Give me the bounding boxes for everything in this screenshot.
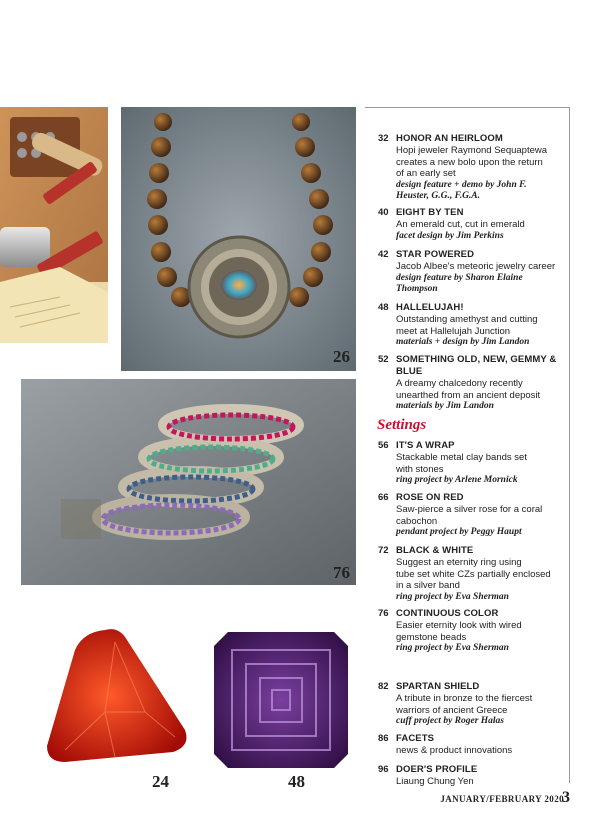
toc-desc: A tribute in bronze to the fiercest	[396, 693, 533, 704]
toc-desc: Stackable metal clay bands set	[396, 452, 527, 463]
toc-page-number: 76	[378, 608, 389, 619]
toc-top-rule	[365, 107, 570, 108]
toc-entry[interactable]	[378, 207, 568, 242]
toc-desc: tube set white CZs partially enclosed	[396, 568, 551, 580]
folio-page-number: 3	[562, 789, 570, 806]
toc-desc: meet at Hallelujah Junction	[396, 325, 511, 337]
toc-credit: Thompson	[396, 284, 438, 294]
toc-right-rule	[569, 107, 570, 783]
toc-credit: design feature + demo by John F.	[396, 179, 527, 190]
toc-title: STAR POWERED	[396, 249, 475, 260]
toc-entry[interactable]	[378, 681, 568, 728]
toc-desc: creates a new bolo upon the return	[396, 156, 543, 168]
toc-entry[interactable]	[378, 133, 568, 203]
toc-credit: pendant project by Peggy Haupt	[396, 527, 522, 537]
toc-title: HALLELUJAH!	[396, 302, 464, 313]
toc-desc: news & product innovations	[396, 745, 513, 756]
toc-entry[interactable]	[378, 545, 568, 603]
toc-page-number: 52	[378, 354, 389, 365]
section-heading-settings: Settings	[377, 417, 427, 433]
issue-date: JANUARY/FEBRUARY 2020	[440, 794, 564, 804]
toc-title: SPARTAN SHIELD	[396, 681, 480, 692]
toc-credit: ring project by Eva Sherman	[396, 591, 509, 602]
toc-desc: gemstone beads	[396, 631, 467, 643]
toc-page-number: 86	[378, 733, 389, 744]
toc-entry[interactable]	[378, 608, 568, 655]
toc-credit: materials + design by Jim Landon	[396, 337, 530, 347]
toc-page-number: 72	[378, 545, 389, 556]
toc-entry[interactable]	[378, 302, 568, 349]
toc-credit: design feature by Sharon Elaine	[396, 272, 523, 283]
toc-desc: Liaung Chung Yen	[396, 776, 474, 787]
toc-title: BLACK & WHITE	[396, 545, 474, 556]
toc-entry[interactable]	[378, 733, 568, 757]
amethyst-page-number: 48	[288, 772, 305, 791]
toc-title: HONOR AN HEIRLOOM	[396, 133, 503, 144]
toc-desc: Outstanding amethyst and cutting	[396, 314, 538, 325]
toc-page-number: 56	[378, 440, 389, 451]
necklace-page-number: 26	[333, 347, 350, 366]
toc-desc: A dreamy chalcedony recently	[396, 378, 523, 389]
toc-title: FACETS	[396, 733, 435, 744]
toc-title: EIGHT BY TEN	[396, 207, 464, 218]
toc-credit: cuff project by Roger Halas	[396, 716, 505, 726]
toc-desc: unearthed from an ancient deposit	[396, 389, 541, 401]
toc-page-number: 42	[378, 249, 389, 260]
toc-page-number: 66	[378, 492, 389, 503]
toc-credit: facet design by Jim Perkins	[396, 230, 504, 241]
toc-entry[interactable]	[378, 764, 568, 788]
red-gem-page-number: 24	[152, 772, 169, 791]
toc-desc: Jacob Albee's meteoric jewelry career	[396, 261, 556, 272]
toc-credit: ring project by Arlene Mornick	[396, 475, 518, 485]
toc-desc: warriors of ancient Greece	[396, 704, 508, 716]
toc-page-number: 40	[378, 207, 389, 218]
necklace-photo	[121, 107, 356, 371]
toc-desc: Hopi jeweler Raymond Sequaptewa	[396, 145, 548, 156]
toc-credit: materials by Jim Landon	[396, 401, 494, 411]
toc-title: DOER'S PROFILE	[396, 764, 478, 775]
toc-desc: in a silver band	[396, 580, 460, 591]
toc-credit: ring project by Eva Sherman	[396, 643, 509, 653]
toc-title: IT'S A WRAP	[396, 440, 455, 451]
toc-desc: Suggest an eternity ring using	[396, 557, 522, 568]
toc-entry[interactable]	[378, 249, 568, 296]
toc-desc: Saw-pierce a silver rose for a coral	[396, 504, 543, 515]
toc-title: ROSE ON RED	[396, 492, 464, 503]
rings-page-number: 76	[333, 563, 350, 582]
toc-title: SOMETHING OLD, NEW, GEMMY & BLUE	[396, 354, 557, 377]
toc-entry[interactable]	[378, 492, 568, 539]
toc-desc: An emerald cut, cut in emerald	[396, 219, 525, 230]
toc-credit: Heuster, G.G., F.G.A.	[396, 191, 481, 201]
toc-page-number: 82	[378, 681, 389, 692]
amethyst-photo	[212, 630, 350, 770]
toc-desc: Easier eternity look with wired	[396, 620, 522, 631]
red-gem-photo	[35, 622, 195, 772]
toc-entry[interactable]	[378, 354, 568, 413]
toc-title: CONTINUOUS COLOR	[396, 608, 499, 619]
toc-page-number: 32	[378, 133, 389, 144]
toc-desc: of an early set	[396, 168, 456, 179]
toc-page-number: 48	[378, 302, 389, 313]
toc-page-number: 96	[378, 764, 389, 775]
toc-desc: cabochon	[396, 515, 438, 527]
tools-photo	[0, 107, 108, 343]
toc-entry[interactable]	[378, 440, 568, 487]
toc-desc: with stones	[396, 463, 444, 475]
rings-photo	[21, 379, 356, 585]
